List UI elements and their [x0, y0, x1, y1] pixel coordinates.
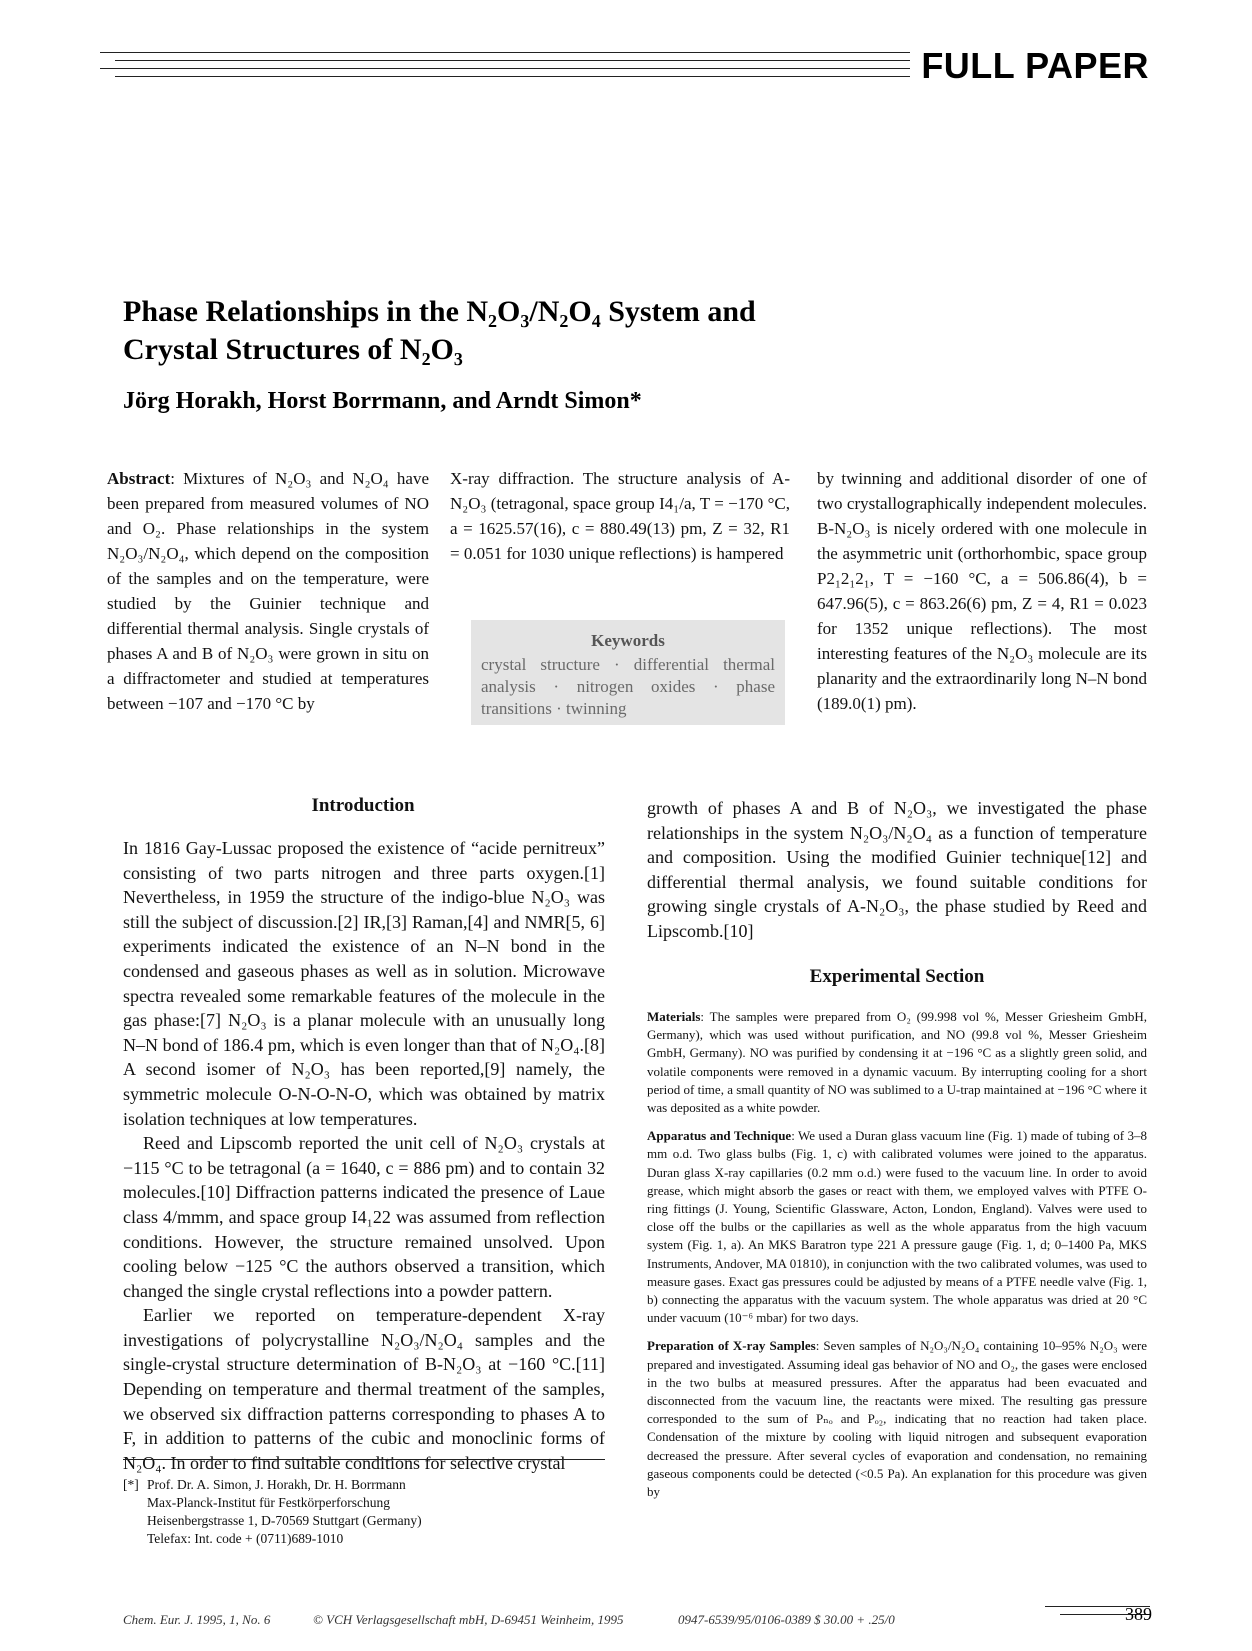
- apparatus-text: : We used a Duran glass vacuum line (Fig. 1) made of tubing of 3–8 mm o.d. Two glass bulbs (Fig. 1, c) with calibrated volumes were joined to the apparatus. Duran glass X-ray capillaries (0.2 mm o.d.) were fused to the vacuum line. In order to avoid grease, which might absorb the gases or react with them, we employed valves with PTFE O-ring fittings (J. Young, Scientific Glassware, Acton, London, England). Valves were used to close off the bulbs or the capillaries as well as the whole apparatus from the high vacuum system (Fig. 1, a). An MKS Baratron type 221 A pressure gauge (Fig. 1, d; 0–1400 Pa, MKS Instruments, Andover, MA 01810), in conjunction with the two calibrated volumes, was used to measure gases. Exact gas pressures could be adjusted by means of a PTFE needle valve (Fig. 1, b) connecting the apparatus with the vacuum system. The whole apparatus was dried at 20 °C under vacuum (10⁻⁶ mbar) for two days.: [647, 1128, 1147, 1326]
- introduction-heading: Introduction: [311, 795, 415, 816]
- abstract-column-2: [450, 466, 790, 566]
- footnote-line: Telefax: Int. code + (0711)689-1010: [147, 1531, 344, 1546]
- publisher-line: © VCH Verlagsgesellschaft mbH, D-69451 Weinheim, 1995: [313, 1612, 624, 1627]
- footnote-line: Heisenbergstrasse 1, D-70569 Stuttgart (Germany): [147, 1513, 422, 1528]
- paragraph: In 1816 Gay-Lussac proposed the existence of “acide pernitreux” consisting of two parts nitrogen and three parts oxygen.[1] Nevertheless, in 1959 the structure of the indigo-blue N₂O₃ was still the subject of discussion.[2] IR,[3] Raman,[4] and NMR[5, 6] experiments indicated the existence of an N–N bond in the condensed and gaseous phases as well as in solution. Microwave spectra revealed some remarkable features of the molecule in the gas phase:[7] N₂O₃ is a planar molecule with an unusually long N–N bond of 186.4 pm, which is even longer than that of N₂O₄.[8] A second isomer of N₂O₃ has been reported,[9] namely, the symmetric molecule O-N-O-N-O, which was obtained by matrix isolation techniques at low temperatures.: [123, 838, 605, 1129]
- author-list: Jörg Horakh, Horst Borrmann, and Arndt Simon*: [123, 388, 642, 414]
- keywords-list: crystal structure · differential thermal analysis · nitrogen oxides · phase transitions · twinning: [481, 655, 775, 718]
- preparation-text: : Seven samples of N₂O₃/N₂O₄ containing 10–95% N₂O₃ were prepared and investigated. Assuming ideal gas behavior of NO and O₂, the gases were enclosed in the two bulbs at measured pressures. After the apparatus had been evacuated and disconnected from the vacuum line, the reactants were mixed. The resulting gas pressure corresponded to the sum of Pₙₒ and Pₒ₂, indicating that no reaction had taken place. Condensation of the mixture by cooling with liquid nitrogen and subsequent evaporation decreased the pressure. After several cycles of evaporation and condensation, no remaining gaseous components could be detected (<0.5 Pa). An explanation for this procedure was given by: [647, 1338, 1147, 1500]
- materials-label: Materials: [647, 1009, 701, 1024]
- experimental-heading: Experimental Section: [809, 966, 985, 987]
- introduction-column-right: [647, 796, 1147, 944]
- footnote-mark: [*]: [123, 1477, 139, 1492]
- page-number: 389: [1125, 1604, 1152, 1624]
- header-rule: [115, 60, 910, 61]
- apparatus-label: Apparatus and Technique: [647, 1128, 792, 1144]
- header-rule: [100, 52, 910, 53]
- paragraph: growth of phases A and B of N₂O₃, we investigated the phase relationships in the system N₂O₃/N₂O₄ as a function of temperature and composition. Using the modified Guinier technique[12] and differential thermal analysis, we found suitable conditions for growing single crystals of A-N₂O₃, the phase studied by Reed and Lipscomb.[10]: [647, 798, 1147, 941]
- author-footnote: [123, 1476, 613, 1548]
- header-rule: [100, 68, 910, 69]
- title-line: Phase Relationships in the N₂O₃/N₂O₄ System and: [123, 295, 756, 328]
- abstract-text: : Mixtures of N₂O₃ and N₂O₄ have been prepared from measured volumes of NO and O₂. Phase relationships in the system N₂O₃/N₂O₄, which depend on the composition of the samples and on the temperature, were studied by the Guinier technique and differential thermal analysis. Single crystals of phases A and B of N₂O₃ were grown in situ on a diffractometer and studied at temperatures between −107 and −170 °C by: [107, 469, 429, 713]
- abstract-text: X-ray diffraction. The structure analysis of A-N₂O₃ (tetragonal, space group I4₁/a, T = −170 °C, a = 1625.57(16), c = 880.49(13) pm, Z = 32, R1 = 0.051 for 1030 unique reflections) is hampered: [450, 469, 790, 563]
- experimental-text: [647, 1008, 1147, 1511]
- footnote-line: Prof. Dr. A. Simon, J. Horakh, Dr. H. Borrmann: [147, 1477, 406, 1492]
- preparation-label: Preparation of X-ray Samples: [647, 1338, 816, 1354]
- materials-text: : The samples were prepared from O₂ (99.998 vol %, Messer Griesheim GmbH, Germany), which was used without purification, and NO (99.8 vol %, Messer Griesheim GmbH, Germany). NO was purified by condensing it at −196 °C as a slightly green solid, and volatile components were removed in a dynamic vacuum. By interrupting cooling for a short period of time, a small quantity of NO was sublimed to a U-trap maintained at −196 °C where it was deposited as a white powder.: [647, 1009, 1147, 1116]
- abstract-text: by twinning and additional disorder of one of two crystallographically independent molecules. B-N₂O₃ is nicely ordered with one molecule in the asymmetric unit (orthorhombic, space group P2₁2₁2₁, T = −160 °C, a = 506.86(4), b = 647.96(5), c = 863.26(6) pm, Z = 4, R1 = 0.023 for 1352 unique reflections). The most interesting features of the N₂O₃ molecule are its planarity and the extraordinarily long N–N bond (189.0(1) pm).: [817, 469, 1147, 713]
- section-banner: FULL PAPER: [921, 45, 1149, 86]
- abstract-column-1: [107, 466, 429, 716]
- keywords-box: [471, 620, 785, 725]
- article-title: [123, 293, 823, 369]
- introduction-column-left: [123, 836, 605, 1475]
- journal-citation: Chem. Eur. J. 1995, 1, No. 6: [123, 1612, 271, 1627]
- header-rule: [115, 76, 910, 77]
- footnote-rule: [123, 1459, 605, 1460]
- paragraph: Earlier we reported on temperature-dependent X-ray investigations of polycrystalline N₂O₃/N₂O₄ samples and the single-crystal structure determination of B-N₂O₃ at −160 °C.[11] Depending on temperature and thermal treatment of the samples, we observed six diffraction patterns corresponding to phases A to F, in addition to patterns of the cubic and monoclinic forms of N₂O₄. In order to find suitable conditions for selective crystal: [123, 1305, 605, 1473]
- keywords-title: Keywords: [591, 631, 665, 650]
- abstract-column-3: [817, 466, 1147, 716]
- abstract-label: Abstract: [107, 469, 171, 488]
- footnote-line: Max-Planck-Institut für Festkörperforschung: [147, 1495, 390, 1510]
- title-line: Crystal Structures of N₂O₃: [123, 333, 463, 366]
- paragraph: Reed and Lipscomb reported the unit cell of N₂O₃ crystals at −115 °C to be tetragonal (a = 1640, c = 886 pm) and to contain 32 molecules.[10] Diffraction patterns indicated the presence of Laue class 4/mmm, and space group I4₁22 was assumed from reflection conditions. However, the structure remained unsolved. Upon cooling below −125 °C the authors observed a transition, which changed the single crystal reflections into a powder pattern.: [123, 1133, 605, 1301]
- issn-line: 0947-6539/95/0106-0389 $ 30.00 + .25/0: [678, 1612, 895, 1627]
